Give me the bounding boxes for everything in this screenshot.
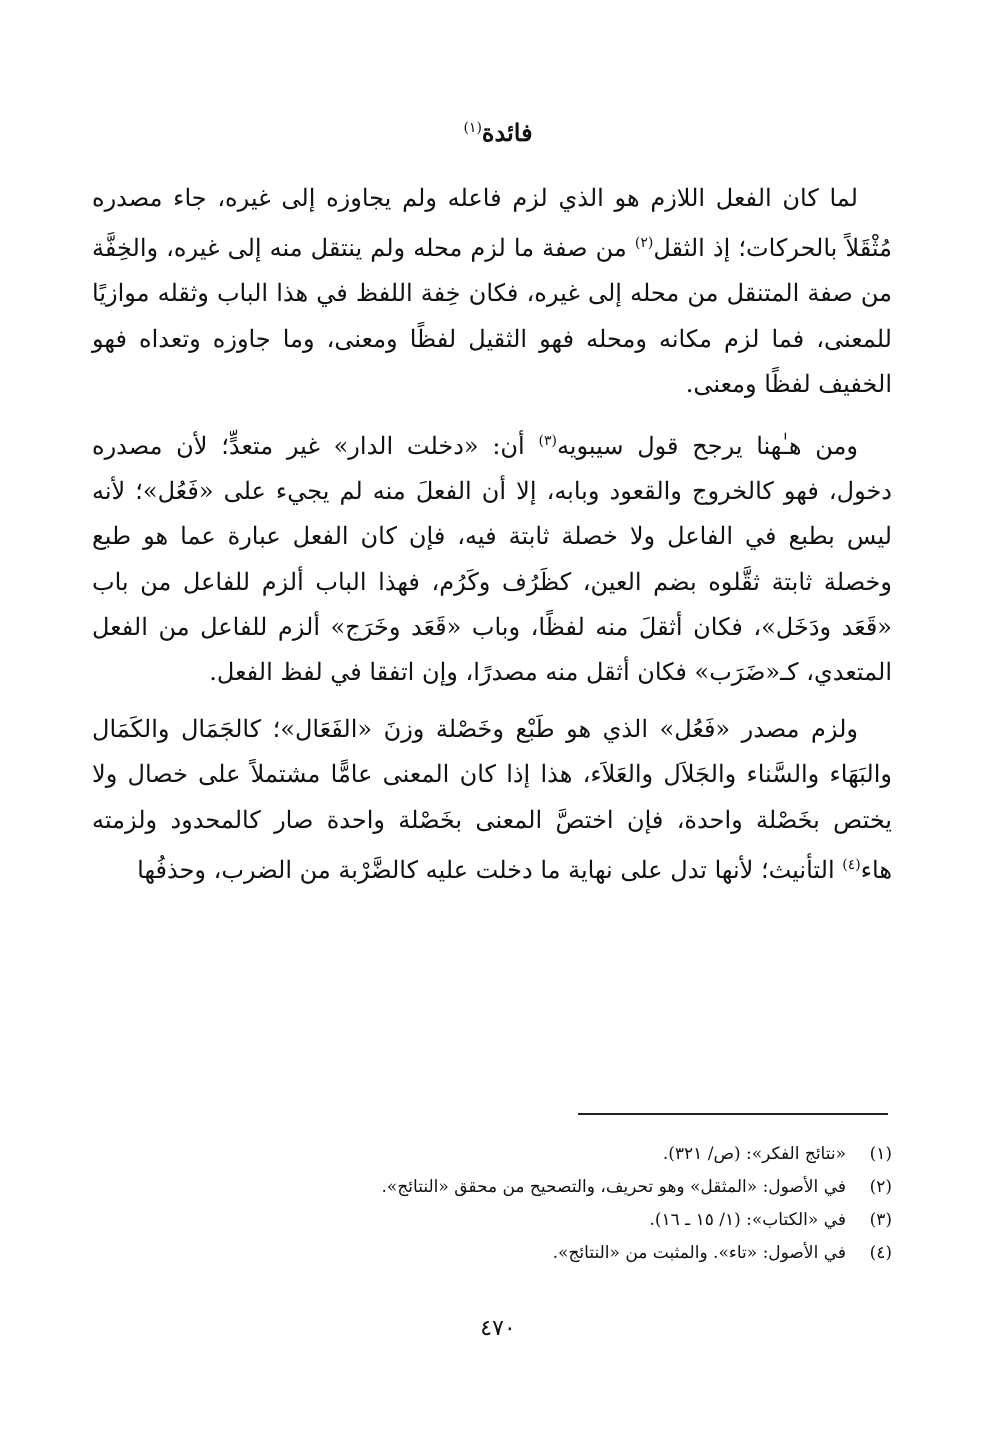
- footnote-marker-4: (٤): [842, 856, 861, 873]
- paragraph-2-text-a: ومن هـٰهنا يرجح قول سيبويه: [556, 432, 859, 461]
- footnote-marker-2: (٢): [634, 235, 654, 252]
- body-text: [92, 176, 892, 893]
- footnote-2: [92, 1171, 892, 1204]
- paragraph-3-text-a: ولزم مصدر «فَعُل» الذي هو طَبْع وخَصْلة وزنَ «الفَعَال»؛ كالجَمَال والكَمَال والبَهَاء والسَّناء والجَلاَل والعَلاَء، هذا إذا كان المعنى عامًّا مشتملاً على خصال ولا يختص بخَصْلة واحدة، فإن اختصَّ المعنى بخَصْلة واحدة صار كالمحدود ولزمته هاء: [92, 715, 892, 884]
- paragraph-2-text-b: أن: «دخلت الدار» غير متعدٍّ؛ لأن مصدره دخول، فهو كالخروج والقعود وبابه، إلا أن الفعلَ منه لم يجيء على «فَعُل»؛ لأنه ليس بطبع في الفاعل ولا خصلة ثابتة فيه، فإن كان الفعل عبارة عما هو طبع وخصلة ثابتة ثقَّلوه بضم العين، كظَرُف وكَرُم، فهذا الباب ألزم للفاعل من باب «قَعَد ودَخَل»، فكان أثقلَ منه لفظًا، وباب «قَعَد وخَرَج» ألزم للفاعل من الفعل المتعدي، كـ«ضَرَب» فكان أثقل منه مصدرًا، وإن اتفقا في لفظ الفعل.: [92, 432, 892, 687]
- footnote-4-number: (٤): [869, 1243, 892, 1263]
- footnotes: [92, 1138, 892, 1270]
- paragraph-1-text-b: من صفة ما لزم محله ولم ينتقل منه إلى غيره، والخِفَّة من صفة المتنقل من محله إلى غيره، فكان خِفة اللفظ في هذا الباب وثقله موازيًا للمعنى، فما لزم مكانه ومحله فهو الثقيل لفظًا ومعنى، وما جاوزه وتعداه فهو الخفيف لفظًا ومعنى.: [92, 234, 892, 398]
- footnote-marker-3: (٣): [538, 433, 557, 450]
- footnote-1: [92, 1138, 892, 1171]
- footnote-divider: [578, 1113, 888, 1115]
- footnote-4-text: في الأصول: «تاء». والمثبت من «النتائج».: [552, 1243, 846, 1263]
- paragraph-3: [92, 707, 892, 893]
- footnote-2-number: (٢): [869, 1177, 892, 1197]
- footnote-3-text: في «الكتاب»: (١/ ١٥ ـ ١٦).: [649, 1210, 846, 1230]
- paragraph-1-text-a: لما كان الفعل اللازم هو الذي لزم فاعله ولم يجاوزه إلى غيره، جاء مصدره مُثْقَلاً بالحركات؛ إذ الثقل: [92, 184, 892, 263]
- paragraph-2: [92, 419, 892, 695]
- heading-footnote-marker: (١): [463, 120, 482, 136]
- page-number: ٤٧٠: [480, 1316, 516, 1341]
- paragraph-3-text-b: التأنيث؛ لأنها تدل على نهاية ما دخلت عليه كالضَّرْبة من الضرب، وحذفُها: [137, 855, 843, 884]
- heading-title: فائدة: [481, 118, 533, 147]
- section-heading: [0, 118, 996, 147]
- footnote-1-text: «نتائج الفكر»: (ص/ ٣٢١).: [662, 1144, 846, 1164]
- footnote-3: [92, 1204, 892, 1237]
- paragraph-1: [92, 176, 892, 407]
- footnote-4: [92, 1237, 892, 1270]
- footnote-3-number: (٣): [869, 1210, 892, 1230]
- footnote-1-number: (١): [869, 1144, 892, 1164]
- footnote-2-text: في الأصول: «المثقل» وهو تحريف، والتصحيح من محقق «النتائج».: [381, 1177, 846, 1197]
